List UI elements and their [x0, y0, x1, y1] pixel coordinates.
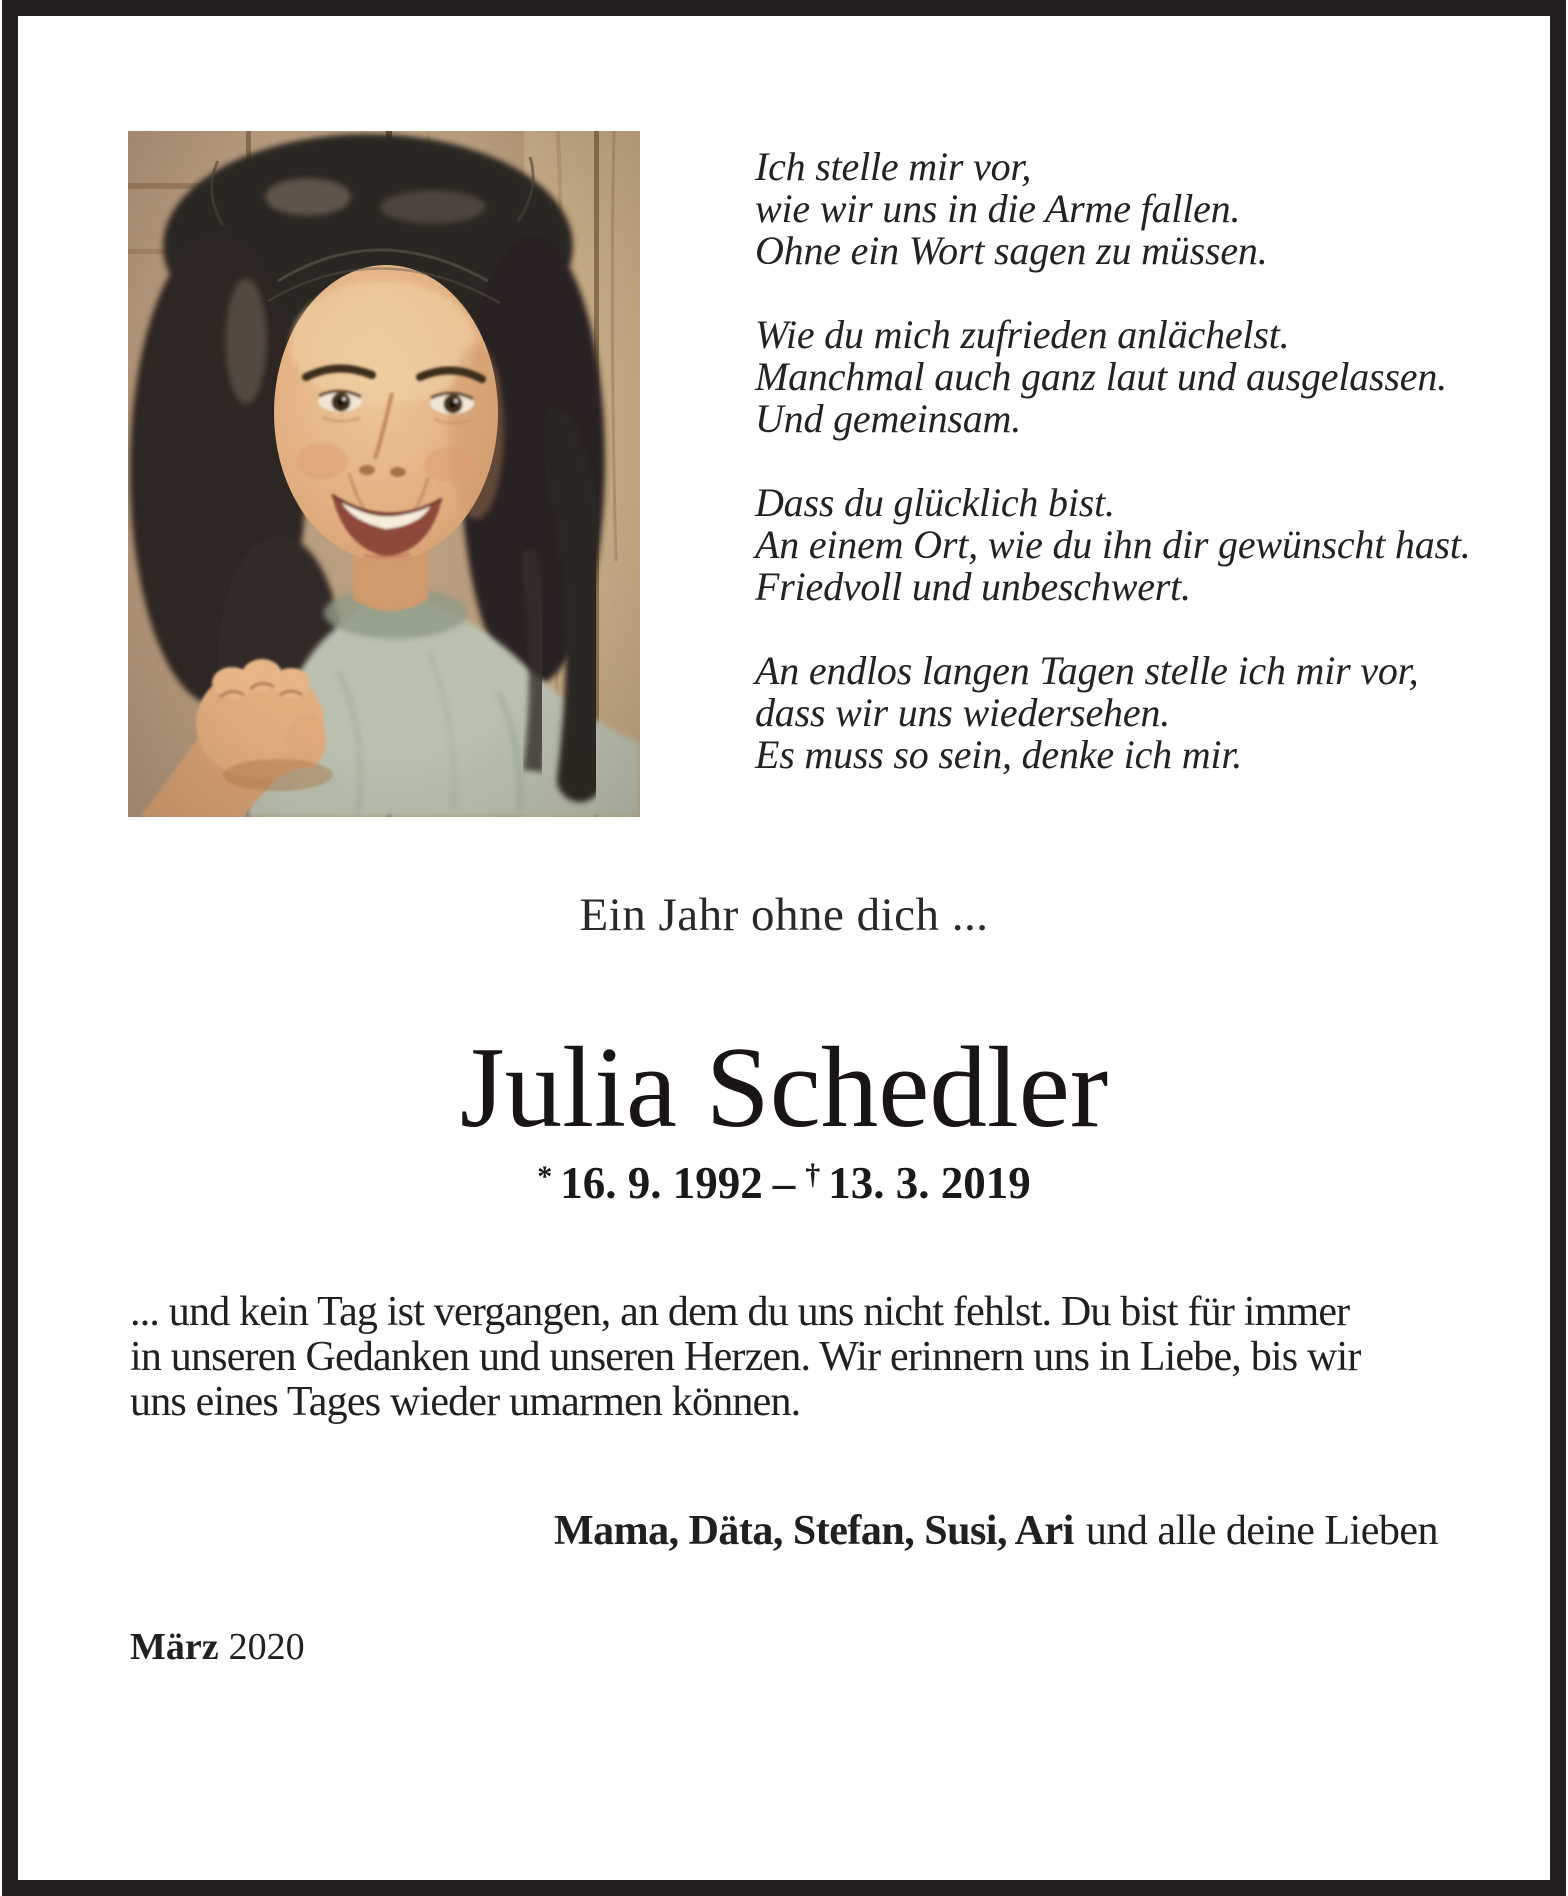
footer-month: März [130, 1626, 219, 1668]
poem-line: Friedvoll und unbeschwert. [755, 564, 1191, 609]
memorial-text [130, 1290, 1440, 1425]
poem-line: Es muss so sein, denke ich mir. [755, 732, 1243, 777]
poem-stanza [755, 146, 1471, 272]
photo-vignette [128, 131, 640, 817]
poem-line: An endlos langen Tagen stelle ich mir vor, [755, 648, 1419, 693]
poem-line: An einem Ort, wie du ihn dir gewünscht hast. [755, 522, 1471, 567]
poem-stanza [755, 314, 1471, 440]
family-suffix: und alle deine Lieben [1085, 1508, 1438, 1554]
date-footer [130, 1626, 305, 1668]
poem-line: Wie du mich zufrieden anlächelst. [755, 312, 1290, 357]
memorial-text-line: in unseren Gedanken und unseren Herzen. Wir erinnern uns in Liebe, bis wir [130, 1334, 1361, 1380]
memorial-text-line: ... und kein Tag ist vergangen, an dem du uns nicht fehlst. Du bist für immer [130, 1289, 1350, 1335]
death-date: 13. 3. 2019 [828, 1158, 1031, 1208]
birth-date: 16. 9. 1992 [560, 1158, 763, 1208]
poem-line: Ohne ein Wort sagen zu müssen. [755, 228, 1268, 273]
portrait-photo [128, 131, 640, 817]
birth-symbol: * [537, 1160, 553, 1193]
person-name: Julia Schedler [459, 1024, 1109, 1151]
life-dates [0, 1158, 1568, 1214]
poem [755, 146, 1471, 818]
death-symbol: † [805, 1158, 821, 1191]
family-signature [130, 1508, 1438, 1554]
date-separator: – [772, 1158, 796, 1208]
family-names: Mama, Däta, Stefan, Susi, Ari [553, 1508, 1074, 1554]
poem-line: Und gemeinsam. [755, 396, 1022, 441]
poem-line: Ich stelle mir vor, [755, 144, 1032, 189]
poem-stanza [755, 650, 1471, 776]
memorial-text-line: uns eines Tages wieder umarmen können. [130, 1379, 801, 1425]
poem-line: Manchmal auch ganz laut und ausgelassen. [755, 354, 1447, 399]
poem-line: dass wir uns wiedersehen. [755, 690, 1171, 735]
poem-stanza [755, 482, 1471, 608]
portrait-illustration [128, 131, 640, 817]
lead-line: Ein Jahr ohne dich ... [579, 889, 989, 941]
footer-year: 2020 [228, 1626, 305, 1668]
poem-line: wie wir uns in die Arme fallen. [755, 186, 1241, 231]
poem-line: Dass du glücklich bist. [755, 480, 1115, 525]
